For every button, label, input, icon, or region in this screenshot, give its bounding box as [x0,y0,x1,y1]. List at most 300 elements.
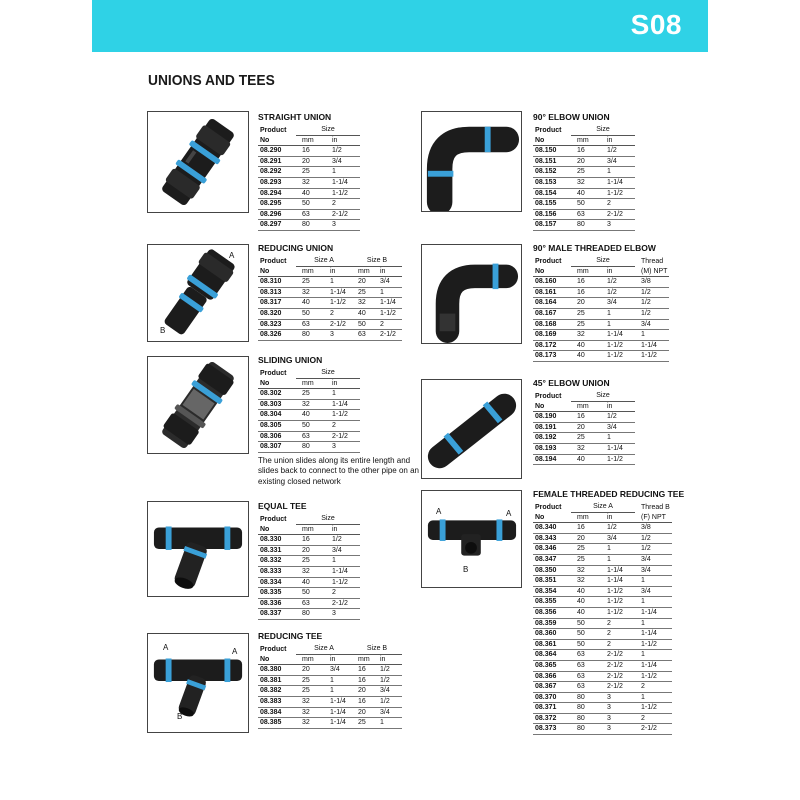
product-number-cell: 08.332 [258,556,296,567]
size-cell: 40 [571,586,601,597]
size-cell: 1 [635,692,672,703]
size-cell: 2-1/2 [326,431,360,442]
product-number-cell: 08.151 [533,156,571,167]
size-cell: 20 [352,707,374,718]
sliding-union-note: The union slides along its entire length and slides back to connect to the other pipe on an existing closed network [258,455,419,486]
product-number-cell: 08.306 [258,431,296,442]
table-row [533,554,672,565]
table-row [533,156,635,167]
elbow-union-90-section [533,112,635,231]
table-row [258,665,402,676]
product-number-cell: 08.317 [258,298,296,309]
product-number-cell: 08.359 [533,618,571,629]
product-number-cell: 08.302 [258,389,296,400]
size-cell: 63 [571,671,601,682]
size-cell: 2-1/2 [326,209,360,220]
product-number-cell: 08.385 [258,718,296,729]
size-cell: 3/4 [601,533,635,544]
size-cell: 1 [601,554,635,565]
size-cell: 2-1/2 [374,330,402,341]
size-cell: 2 [324,308,352,319]
size-cell: 1/2 [601,287,635,298]
female-tee-callout-a-left: A [436,507,442,516]
table-row [533,220,635,231]
size-cell: 25 [296,686,324,697]
size-cell: 1-1/2 [601,340,635,351]
size-cell: 40 [571,607,601,618]
size-cell: 1 [324,686,352,697]
size-cell: 1-1/2 [601,188,635,199]
size-cell: 32 [296,177,326,188]
table-row [533,188,635,199]
product-number-cell: 08.194 [533,454,571,465]
size-cell: 32 [571,330,601,341]
sliding-union-table: Product Size No mm in 08.302 25 1 08.303 32 1-1/4 08.304 40 1-1/2 08.305 50 2 08.306 63 2-1/2 08.307 80 3 [258,368,360,453]
product-number-cell: 08.331 [258,545,296,556]
product-number-cell: 08.336 [258,598,296,609]
size-cell: 1-1/4 [601,177,635,188]
size-cell: 40 [571,454,601,465]
product-number-cell: 08.361 [533,639,571,650]
size-cell: 16 [571,277,601,288]
size-cell: 25 [352,287,374,298]
reducing-union-table: Product Size A Size B No mm in mm in 08.310 25 1 20 3/4 08.313 32 1-1/4 25 1 08.317 40 1-1/2 32 1-1/4 08.320 50 2 40 1-1/2 08.323 63 2-1/2 50 2 08.326 80 3 63 2-1/2 [258,256,402,341]
size-cell: 16 [571,412,601,423]
size-cell: 1 [635,576,672,587]
size-cell: 1-1/4 [601,565,635,576]
size-cell: 2 [601,639,635,650]
size-cell: 50 [296,199,326,210]
elbow-union-45-section [533,378,635,465]
size-cell: 1/2 [374,696,402,707]
size-cell: 1/2 [601,412,635,423]
table-row [533,544,672,555]
size-cell: 32 [571,576,601,587]
size-cell: 1-1/2 [326,577,360,588]
product-number-cell: 08.371 [533,703,571,714]
table-row [258,399,360,410]
table-row [533,682,672,693]
size-cell: 1/2 [326,146,360,157]
size-cell: 1-1/2 [601,607,635,618]
table-row [533,277,669,288]
size-cell: 63 [571,660,601,671]
table-row [258,209,360,220]
size-cell: 32 [571,177,601,188]
size-cell: 2 [635,682,672,693]
size-cell: 2 [601,629,635,640]
size-cell: 1-1/4 [324,287,352,298]
size-cell: 16 [352,696,374,707]
size-cell: 25 [571,167,601,178]
section-title: 90° MALE THREADED ELBOW [533,243,656,253]
table-row [258,566,360,577]
product-number-cell: 08.292 [258,167,296,178]
size-cell: 1-1/4 [635,660,672,671]
size-cell: 1-1/4 [635,340,669,351]
table-row [258,389,360,400]
size-cell: 32 [571,443,601,454]
size-cell: 40 [571,188,601,199]
size-cell: 16 [296,535,326,546]
product-number-cell: 08.330 [258,535,296,546]
size-cell: 63 [296,431,326,442]
size-cell: 1 [374,287,402,298]
page-code: S08 [630,9,682,40]
size-cell: 50 [571,199,601,210]
size-cell: 3 [326,220,360,231]
size-cell: 50 [296,420,326,431]
elbow-union-90-image [421,111,522,212]
size-cell: 2-1/2 [635,724,672,735]
size-cell: 2 [601,199,635,210]
size-cell: 25 [352,718,374,729]
size-cell: 25 [296,556,326,567]
size-cell: 1 [324,277,352,288]
size-cell: 1/2 [326,535,360,546]
sliding-union-section [258,355,428,487]
table-row [258,330,402,341]
size-cell: 1-1/4 [374,298,402,309]
product-number-cell: 08.173 [533,351,571,362]
size-cell: 20 [296,665,324,676]
product-number-cell: 08.290 [258,146,296,157]
section-title: EQUAL TEE [258,501,307,511]
product-number-cell: 08.296 [258,209,296,220]
table-row [533,319,669,330]
product-number-cell: 08.152 [533,167,571,178]
table-row [533,209,635,220]
size-cell: 80 [571,220,601,231]
table-row [533,330,669,341]
size-cell: 25 [571,319,601,330]
male-threaded-elbow-90-table: Product Size Thread No mm in (M) NPT 08.160 16 1/2 3/8 08.161 16 1/2 1/2 08.164 20 3/4 1/2 08.167 25 1 1/2 08.168 25 1 3/4 08.169 32 1-1/4 1 08.172 40 1-1/2 1-1/4 08.173 40 1-1/2 1-1/2 [533,256,669,362]
product-number-cell: 08.343 [533,533,571,544]
product-number-cell: 08.161 [533,287,571,298]
size-cell: 3/4 [324,665,352,676]
product-number-cell: 08.153 [533,177,571,188]
size-cell: 80 [571,724,601,735]
table-row [258,545,360,556]
product-number-cell: 08.372 [533,713,571,724]
product-number-cell: 08.382 [258,686,296,697]
female-threaded-reducing-tee-section [533,489,684,735]
table-row [258,675,402,686]
size-cell: 16 [571,146,601,157]
size-cell: 50 [571,639,601,650]
table-row [533,454,635,465]
product-number-cell: 08.366 [533,671,571,682]
product-number-cell: 08.364 [533,650,571,661]
size-cell: 1-1/2 [601,454,635,465]
table-row [258,686,402,697]
size-cell: 1-1/2 [326,188,360,199]
product-number-cell: 08.304 [258,410,296,421]
size-cell: 2-1/2 [601,660,635,671]
product-number-cell: 08.160 [533,277,571,288]
size-cell: 20 [571,533,601,544]
size-cell: 25 [571,544,601,555]
size-cell: 20 [352,277,374,288]
size-cell: 1 [601,544,635,555]
size-cell: 2-1/2 [601,682,635,693]
table-row [533,724,672,735]
size-cell: 2 [326,199,360,210]
table-row [258,696,402,707]
size-cell: 50 [296,588,326,599]
size-cell: 25 [296,277,324,288]
size-cell: 2-1/2 [601,650,635,661]
table-row [258,188,360,199]
table-row [258,220,360,231]
size-cell: 1/2 [635,298,669,309]
female-threaded-reducing-tee-image [421,490,522,588]
size-cell: 1-1/4 [324,696,352,707]
size-cell: 1-1/2 [635,703,672,714]
size-cell: 1-1/4 [324,718,352,729]
size-cell: 2-1/2 [601,671,635,682]
size-cell: 3 [601,703,635,714]
size-cell: 32 [296,718,324,729]
size-cell: 50 [296,308,324,319]
straight-union-image [147,111,249,213]
header-banner [92,0,708,52]
table-row [258,287,402,298]
product-number-cell: 08.291 [258,156,296,167]
product-number-cell: 08.347 [533,554,571,565]
size-cell: 25 [296,389,326,400]
table-row [258,556,360,567]
size-cell: 1-1/2 [374,308,402,319]
size-cell: 1/2 [374,665,402,676]
table-row [258,308,402,319]
product-number-cell: 08.320 [258,308,296,319]
product-number-cell: 08.192 [533,433,571,444]
product-number-cell: 08.313 [258,287,296,298]
size-cell: 2 [326,420,360,431]
product-number-cell: 08.335 [258,588,296,599]
size-cell: 3/4 [374,707,402,718]
reducing-tee-table: Product Size A Size B No mm in mm in 08.380 20 3/4 16 1/2 08.381 25 1 16 1/2 08.382 25 1 20 3/4 08.383 32 1-1/4 16 1/2 08.384 32 1-1/4 20 3/4 08.385 32 1-1/4 25 1 [258,644,402,729]
size-cell: 16 [571,523,601,534]
size-cell: 1-1/2 [635,671,672,682]
table-row [533,146,635,157]
size-cell: 1 [601,319,635,330]
table-row [258,598,360,609]
size-cell: 1-1/2 [601,351,635,362]
table-row [533,351,669,362]
table-row [258,588,360,599]
size-cell: 1-1/4 [635,607,672,618]
size-cell: 16 [296,146,326,157]
table-row [258,298,402,309]
sliding-union-image [147,356,249,454]
table-row [258,167,360,178]
product-number-cell: 08.367 [533,682,571,693]
table-row [258,718,402,729]
product-number-cell: 08.154 [533,188,571,199]
equal-tee-table: Product Size No mm in 08.330 16 1/2 08.331 20 3/4 08.332 25 1 08.333 32 1-1/4 08.334 40 1-1/2 08.335 50 2 08.336 63 2-1/2 08.337 80 3 [258,514,360,620]
size-cell: 32 [296,696,324,707]
section-title: FEMALE THREADED REDUCING TEE [533,489,685,499]
size-cell: 1-1/4 [635,629,672,640]
size-cell: 3/8 [635,523,672,534]
table-row [533,199,635,210]
table-row [258,431,360,442]
table-row [533,618,672,629]
size-cell: 40 [296,577,326,588]
female-tee-callout-a-right: A [506,509,512,518]
table-row [533,650,672,661]
table-row [533,412,635,423]
product-number-cell: 08.168 [533,319,571,330]
size-cell: 1/2 [601,146,635,157]
size-cell: 20 [296,156,326,167]
product-number-cell: 08.169 [533,330,571,341]
size-cell: 20 [296,545,326,556]
table-row [533,298,669,309]
table-row [258,410,360,421]
table-row [258,577,360,588]
size-cell: 16 [352,665,374,676]
size-cell: 63 [352,330,374,341]
product-number-cell: 08.323 [258,319,296,330]
size-cell: 80 [571,692,601,703]
size-cell: 3/4 [374,686,402,697]
table-row [258,609,360,620]
table-row [533,443,635,454]
table-row [533,287,669,298]
size-cell: 40 [571,597,601,608]
reducing-tee-callout-a-right: A [232,647,238,656]
size-cell: 80 [296,220,326,231]
male-threaded-elbow-90-section [533,243,669,362]
size-cell: 2-1/2 [601,209,635,220]
size-cell: 3 [324,330,352,341]
size-cell: 1/2 [374,675,402,686]
size-cell: 25 [296,167,326,178]
product-number-cell: 08.191 [533,422,571,433]
product-number-cell: 08.381 [258,675,296,686]
product-number-cell: 08.156 [533,209,571,220]
size-cell: 63 [571,650,601,661]
size-cell: 1-1/4 [601,443,635,454]
table-row [533,308,669,319]
size-cell: 40 [571,340,601,351]
size-cell: 32 [296,399,326,410]
section-title: SLIDING UNION [258,355,323,365]
size-cell: 63 [296,598,326,609]
size-cell: 32 [352,298,374,309]
size-cell: 32 [296,287,324,298]
size-cell: 1/2 [601,523,635,534]
size-cell: 1 [324,675,352,686]
female-tee-callout-b: B [463,565,469,574]
size-cell: 3/4 [374,277,402,288]
straight-union-table: Product Size No mm in 08.290 16 1/2 08.291 20 3/4 08.292 25 1 08.293 32 1-1/4 08.294 40 1-1/2 08.295 50 2 08.296 63 2-1/2 08.297 80 3 [258,125,360,231]
size-cell: 50 [352,319,374,330]
table-row [533,713,672,724]
size-cell: 25 [571,433,601,444]
table-row [533,576,672,587]
product-number-cell: 08.310 [258,277,296,288]
size-cell: 3 [601,724,635,735]
size-cell: 3/4 [601,422,635,433]
table-row [258,277,402,288]
table-row [258,199,360,210]
size-cell: 25 [296,675,324,686]
size-cell: 20 [571,156,601,167]
table-row [533,433,635,444]
product-number-cell: 08.305 [258,420,296,431]
table-row [533,422,635,433]
product-number-cell: 08.350 [533,565,571,576]
product-number-cell: 08.354 [533,586,571,597]
section-title: REDUCING TEE [258,631,323,641]
table-row [533,340,669,351]
size-cell: 3/4 [635,565,672,576]
size-cell: 1-1/4 [326,399,360,410]
section-title: REDUCING UNION [258,243,334,253]
size-cell: 1-1/2 [635,351,669,362]
size-cell: 40 [296,410,326,421]
table-row [533,629,672,640]
table-row [533,167,635,178]
size-cell: 1 [635,330,669,341]
product-number-cell: 08.365 [533,660,571,671]
size-cell: 1/2 [635,287,669,298]
product-number-cell: 08.193 [533,443,571,454]
size-cell: 1-1/2 [601,586,635,597]
size-cell: 2 [326,588,360,599]
section-title: STRAIGHT UNION [258,112,332,122]
size-cell: 3/4 [635,586,672,597]
size-cell: 1-1/2 [635,639,672,650]
size-cell: 3/4 [635,319,669,330]
product-number-cell: 08.150 [533,146,571,157]
equal-tee-section [258,501,360,620]
size-cell: 32 [296,707,324,718]
table-row [533,523,672,534]
size-cell: 80 [571,713,601,724]
size-cell: 1 [635,618,672,629]
table-row [533,639,672,650]
size-cell: 80 [571,703,601,714]
size-cell: 20 [352,686,374,697]
table-row [533,533,672,544]
size-cell: 32 [571,565,601,576]
size-cell: 1-1/4 [601,576,635,587]
product-number-cell: 08.340 [533,523,571,534]
product-number-cell: 08.297 [258,220,296,231]
table-row [533,660,672,671]
product-number-cell: 08.294 [258,188,296,199]
product-number-cell: 08.164 [533,298,571,309]
size-cell: 63 [571,209,601,220]
size-cell: 1 [326,556,360,567]
size-cell: 1 [601,308,635,319]
size-cell: 32 [296,566,326,577]
section-title: 45° ELBOW UNION [533,378,610,388]
product-number-cell: 08.303 [258,399,296,410]
table-row [533,703,672,714]
reducing-tee-section [258,631,402,729]
product-number-cell: 08.356 [533,607,571,618]
size-cell: 1-1/4 [601,330,635,341]
size-cell: 3/4 [601,298,635,309]
size-cell: 1-1/2 [326,410,360,421]
reducing-union-section [258,243,402,341]
